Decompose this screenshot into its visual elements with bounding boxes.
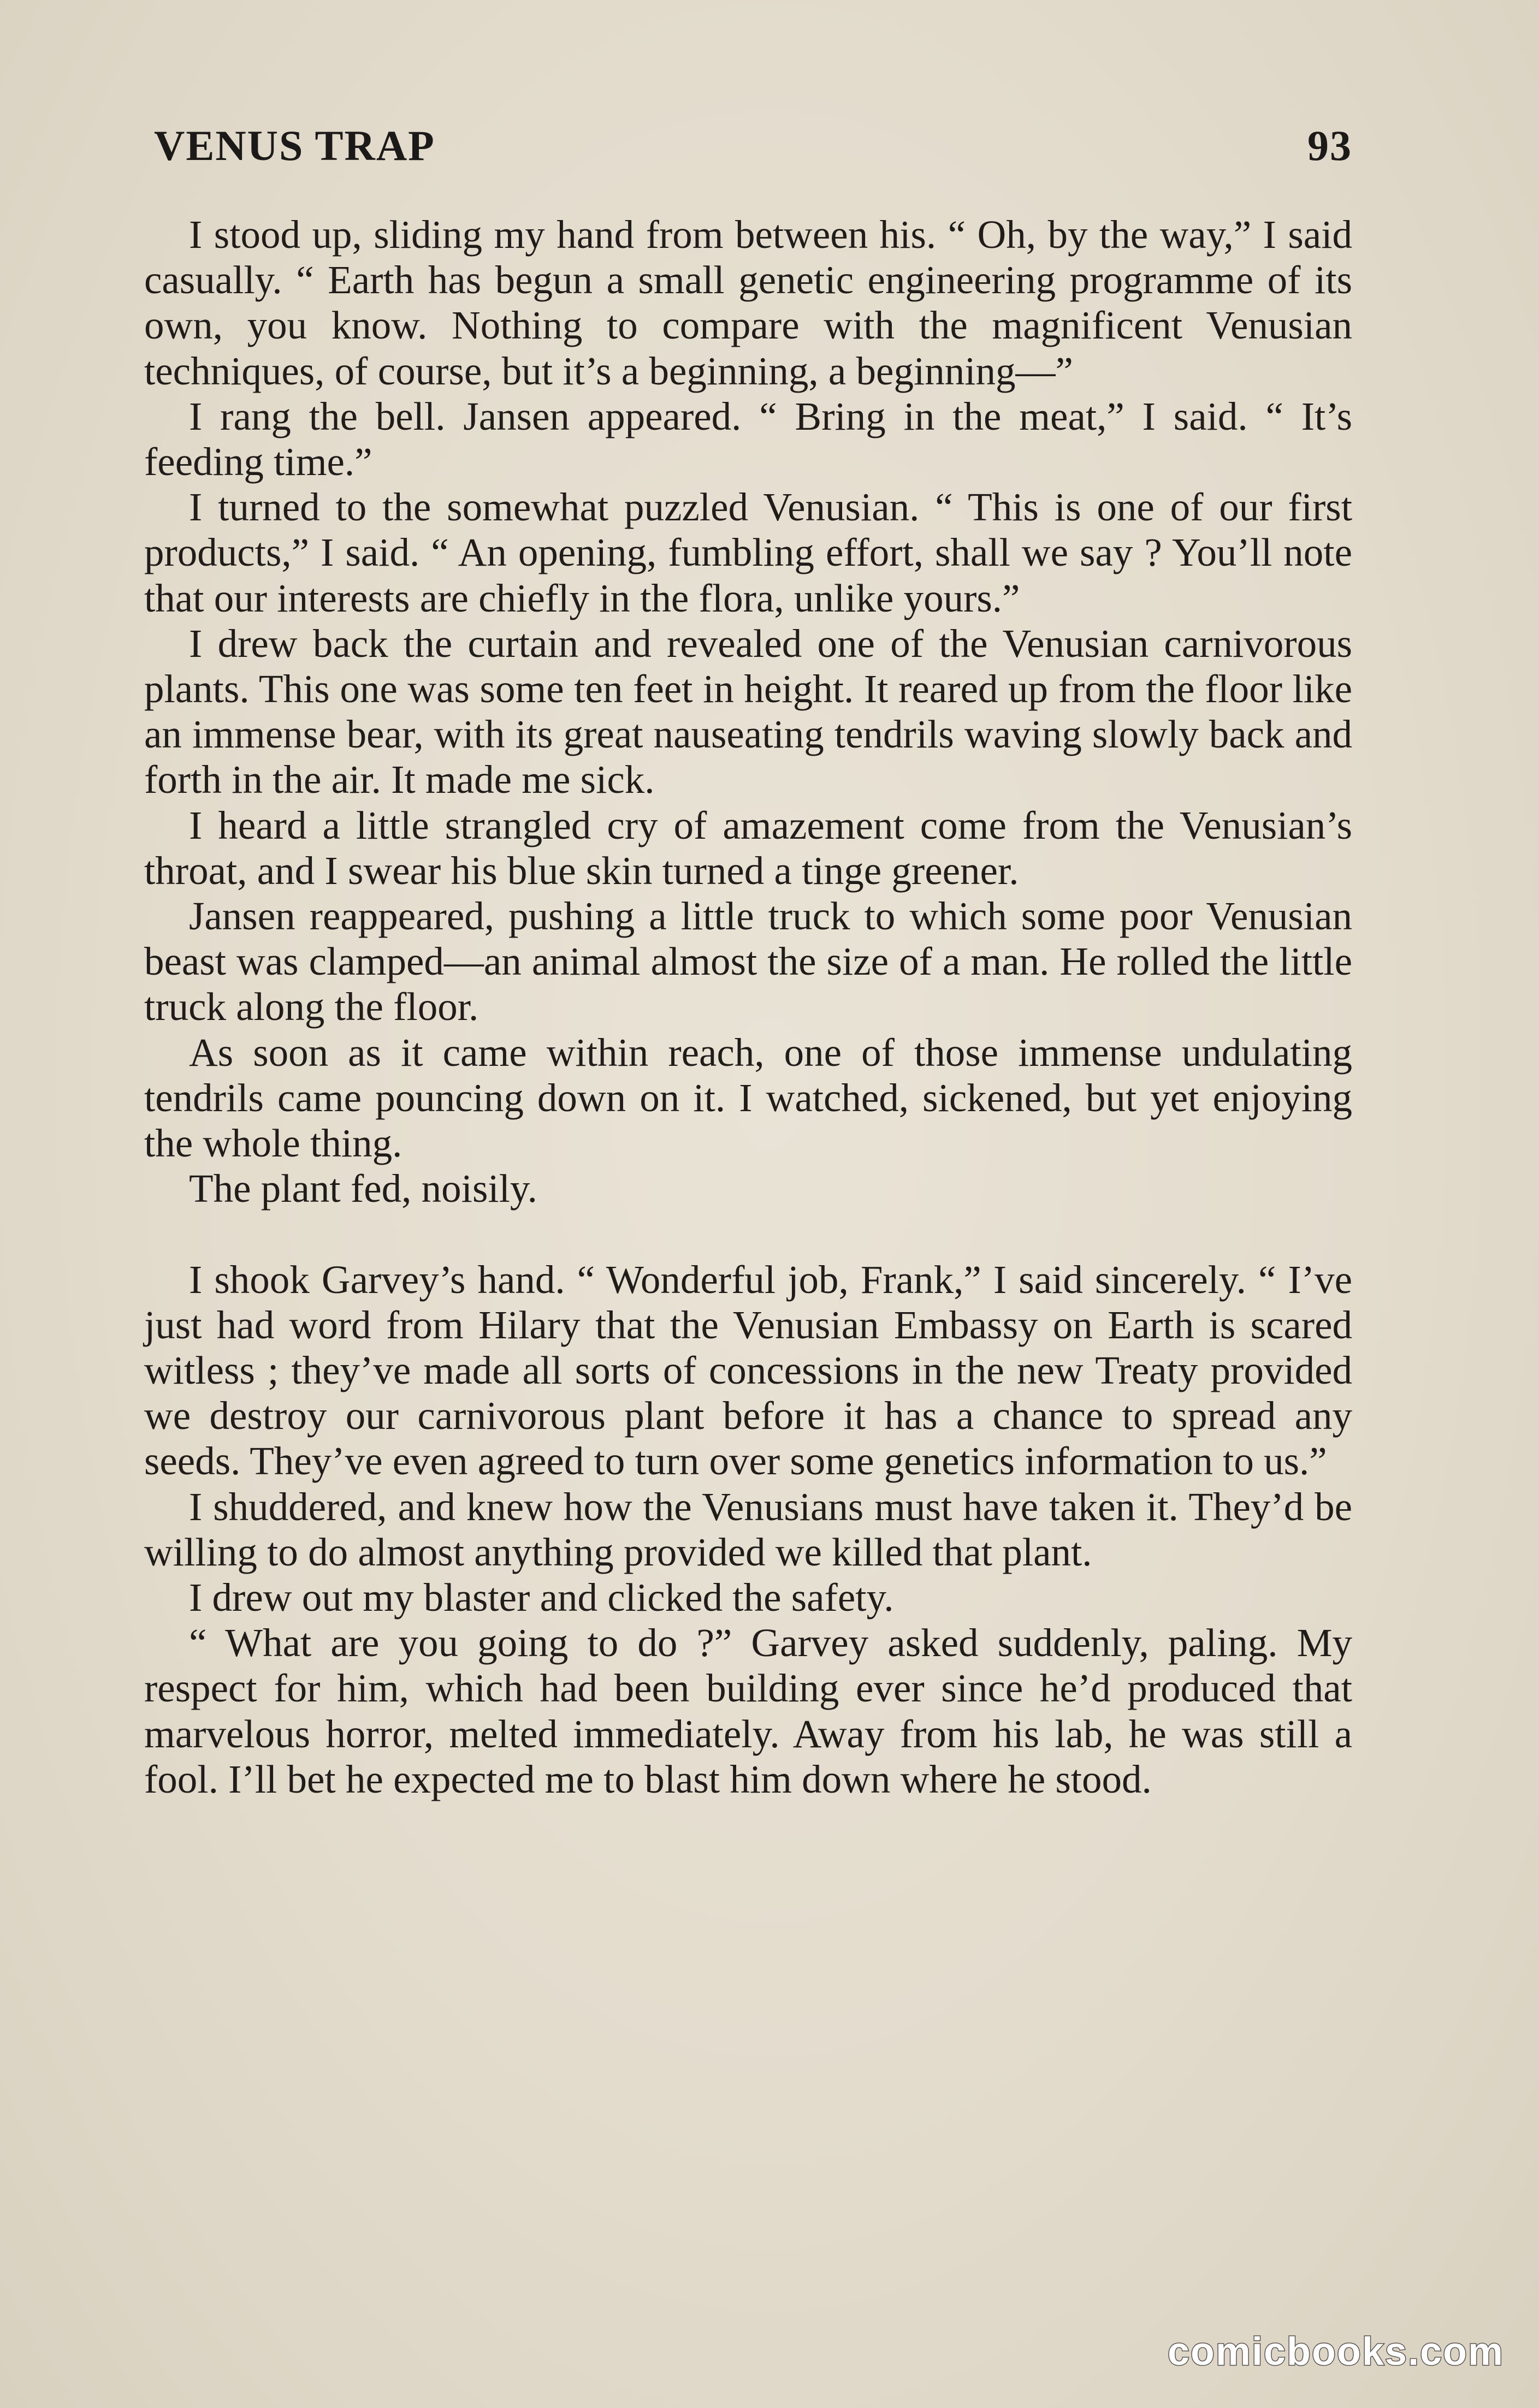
body-text — [144, 212, 1352, 1802]
paragraph: I drew out my blaster and clicked the safety. — [189, 1575, 894, 1620]
running-head — [154, 121, 1352, 176]
paragraph: Jansen reappeared, pushing a little truck to which some poor Venusian beast was clamped—an animal almost the size of a man. He rolled the little truck along the floor. — [144, 894, 1352, 1029]
paragraph: I rang the bell. Jansen appeared. “ Bring in the meat,” I said. “ It’s feeding time.” — [144, 394, 1352, 484]
scene-break — [144, 1211, 1352, 1256]
paragraph: The plant fed, noisily. — [189, 1166, 537, 1211]
page-number: 93 — [1307, 122, 1352, 169]
paragraph: I shook Garvey’s hand. “ Wonderful job, Frank,” I said sincerely. “ I’ve just had word from Hilary that the Venusian Embassy on Earth is scared witless ; they’ve made all sorts of concessions in the new Treaty provided we destroy our carnivorous plant before it has a chance to spread any seeds. They’ve even agreed to turn over some genetics information to us.” — [144, 1257, 1352, 1484]
paragraph: I stood up, sliding my hand from between his. “ Oh, by the way,” I said casually. “ Earth has begun a small genetic engineering programme of its own, you know. Nothing to compare with the magnificent Venusian techniques, of course, but it’s a beginning, a beginning—” — [144, 212, 1352, 393]
paragraph: I drew back the curtain and revealed one of the Venusian carnivorous plants. This one was some ten feet in height. It reared up from the floor like an immense bear, with its great nauseating tendrils waving slowly back and forth in the air. It made me sick. — [144, 621, 1352, 802]
watermark: comicbooks.com — [1167, 2330, 1504, 2374]
paragraph: I shuddered, and knew how the Venusians must have taken it. They’d be willing to do almost anything provided we killed that plant. — [144, 1484, 1352, 1574]
paragraph: I turned to the somewhat puzzled Venusian. “ This is one of our first products,” I said. “ An opening, fumbling effort, shall we say ? You’ll note that our interests are chiefly in the flora, unlike yours.” — [144, 485, 1352, 620]
paragraph: I heard a little strangled cry of amazement come from the Venusian’s throat, and I swear his blue skin turned a tinge greener. — [144, 803, 1352, 893]
paragraph: “ What are you going to do ?” Garvey asked suddenly, paling. My respect for him, which had been building ever since he’d produced that marvelous horror, melted immediately. Away from his lab, he was still a fool. I’ll bet he expected me to blast him down where he stood. — [144, 1621, 1352, 1801]
paragraph: As soon as it came within reach, one of those immense undulating tendrils came pouncing down on it. I watched, sickened, but yet enjoying the whole thing. — [144, 1030, 1352, 1166]
running-title: VENUS TRAP — [154, 122, 435, 169]
